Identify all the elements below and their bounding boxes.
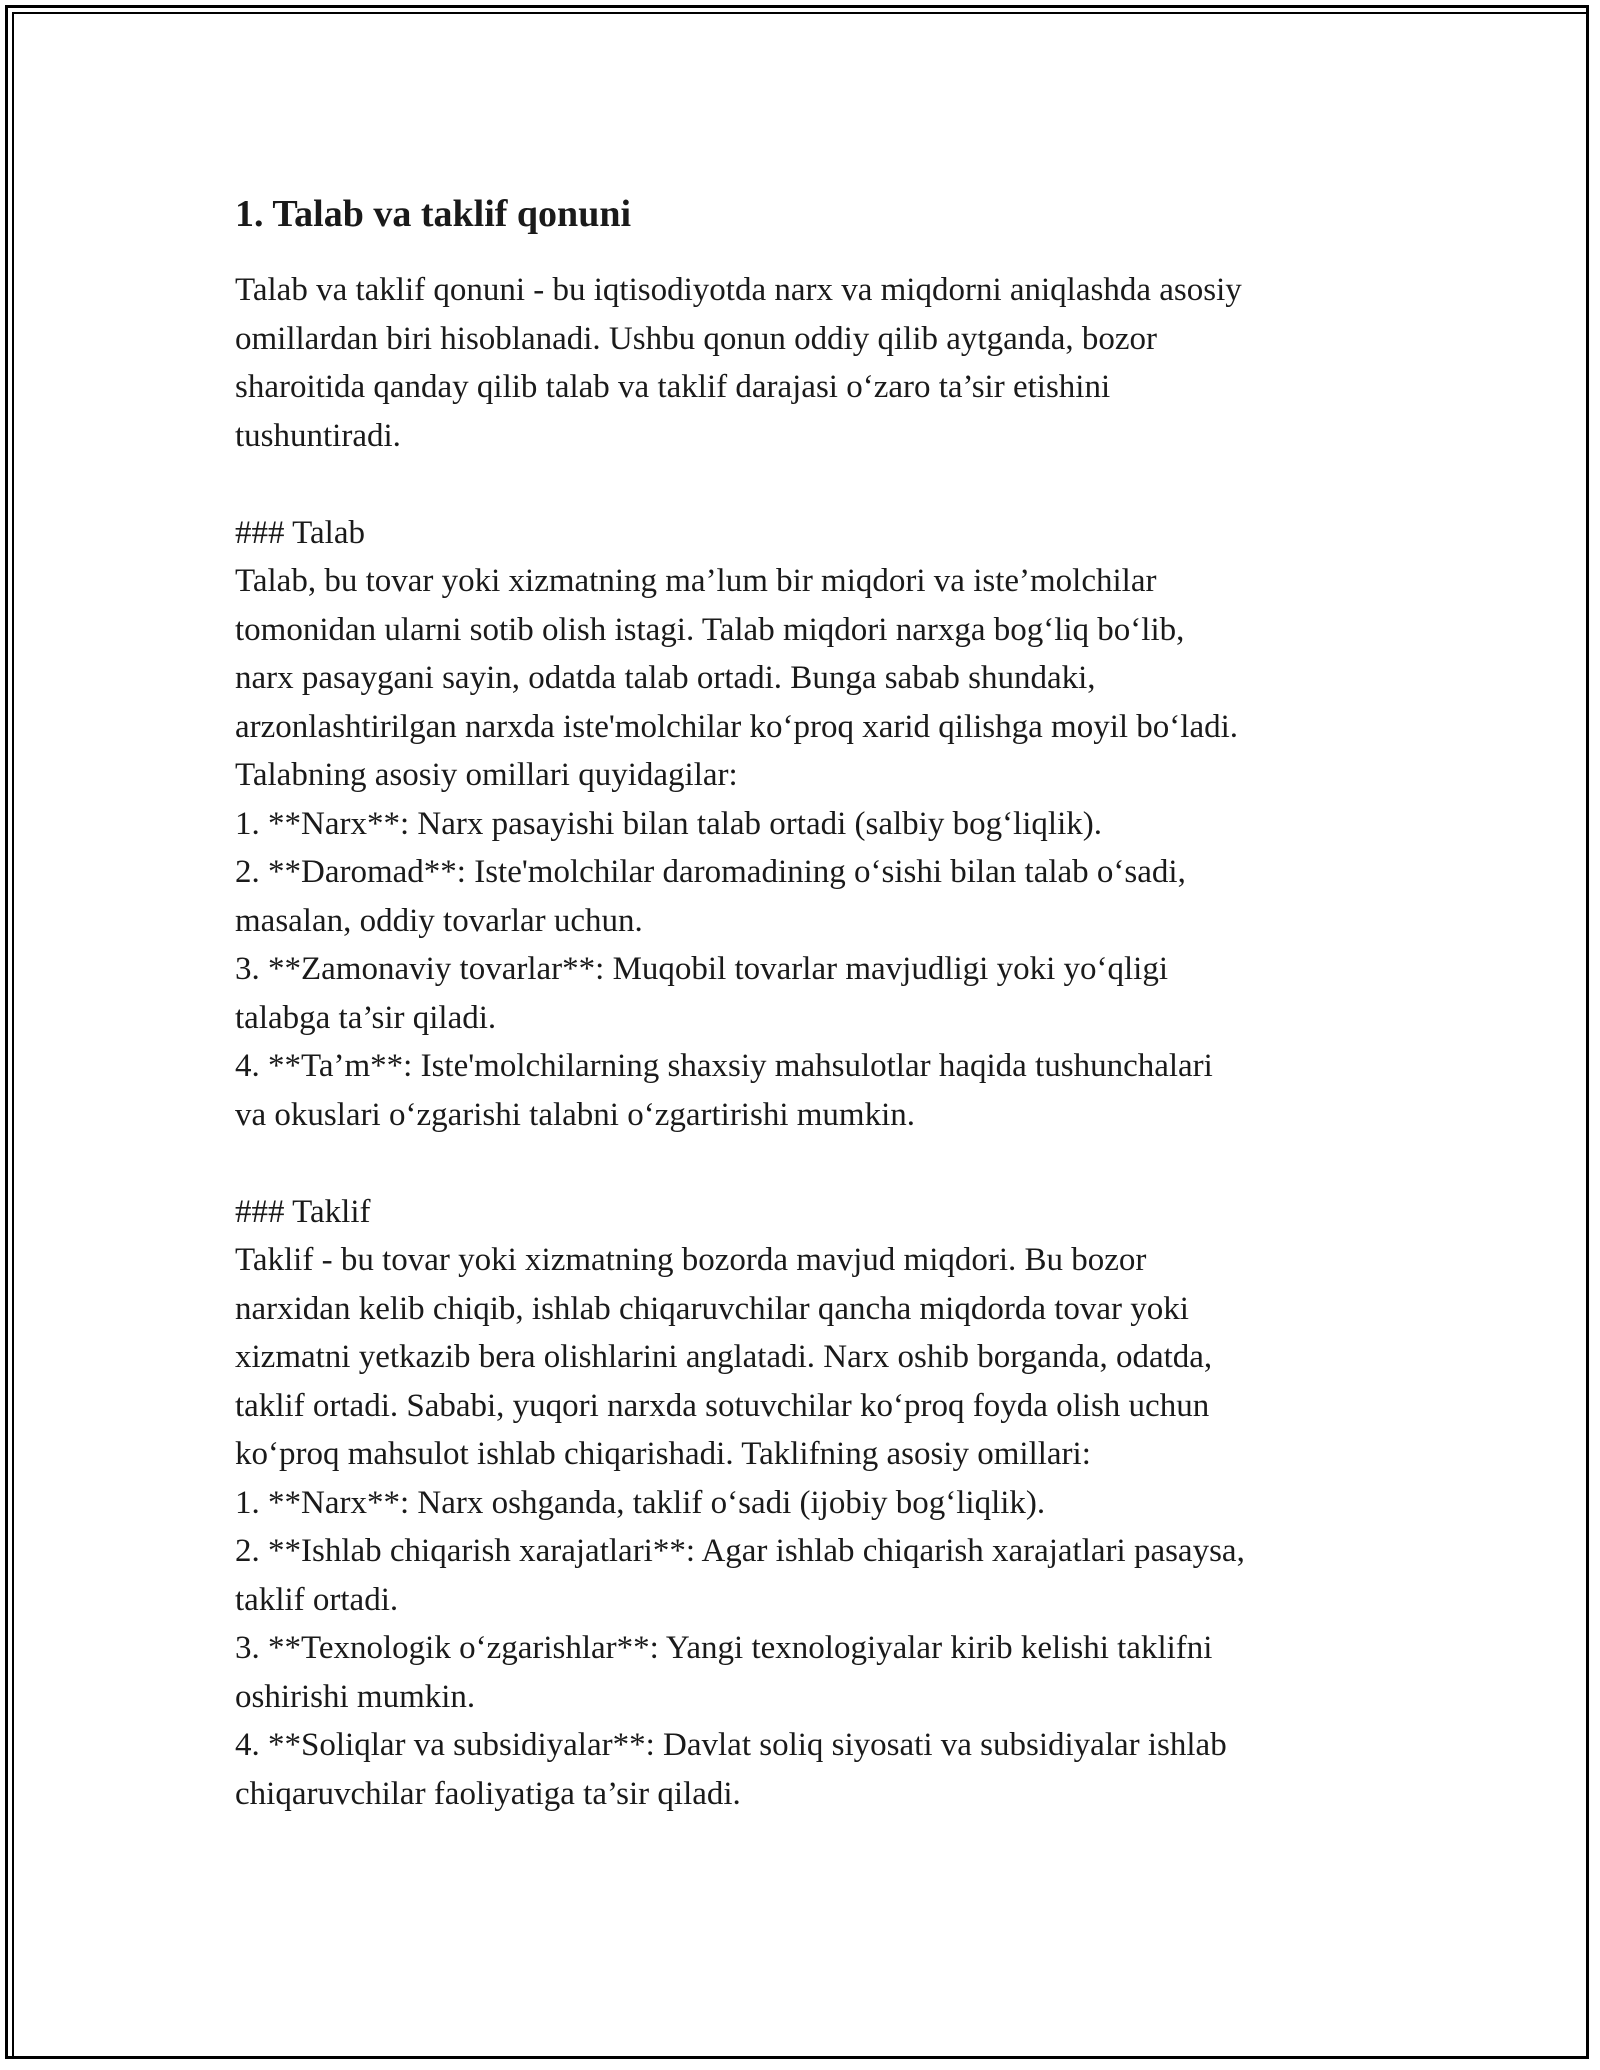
text-line: taklif ortadi. [235, 1581, 399, 1618]
section-heading-taklif: ### Taklif [235, 1193, 371, 1230]
text-line: oshirishi mumkin. [235, 1678, 476, 1715]
list-item: 2. **Daromad**: Iste'molchilar daromadining o‘sishi bilan talab o‘sadi, [235, 854, 1186, 890]
document-title: 1. Talab va taklif qonuni [235, 193, 632, 235]
text-line: tushuntiradi. [235, 417, 401, 454]
list-item: 4. **Soliqlar va subsidiyalar**: Davlat soliq siyosati va subsidiyalar ishlab [235, 1727, 1227, 1763]
text-line: Taklif - bu tovar yoki xizmatning bozorda mavjud miqdori. Bu bozor [235, 1242, 1147, 1278]
intro-section [235, 266, 1365, 460]
text-line: taklif ortadi. Sababi, yuqori narxda sotuvchilar ko‘proq foyda olish uchun [235, 1387, 1210, 1424]
text-line: Talab, bu tovar yoki xizmatning ma’lum bir miqdori va iste’molchilar [235, 563, 1157, 599]
text-line: sharoitida qanday qilib talab va taklif darajasi o‘zaro ta’sir etishini [235, 369, 1111, 405]
list-item: 1. **Narx**: Narx oshganda, taklif o‘sadi (ijobiy bog‘liqlik). [235, 1484, 1046, 1521]
text-line: va okuslari o‘zgarishi talabni o‘zgartirishi mumkin. [235, 1096, 915, 1133]
list-item: 3. **Texnologik o‘zgarishlar**: Yangi texnologiyalar kirib kelishi taklifni [235, 1630, 1213, 1666]
text-line: narx pasaygani sayin, odatda talab ortadi. Bunga sabab shundaki, [235, 660, 1096, 696]
list-item: 4. **Ta’m**: Iste'molchilarning shaxsiy mahsulotlar haqida tushunchalari [235, 1048, 1213, 1084]
blank-line [235, 1139, 1365, 1188]
text-line: ko‘proq mahsulot ishlab chiqarishadi. Taklifning asosiy omillari: [235, 1436, 1091, 1472]
document-body [235, 188, 1365, 1818]
text-line: talabga ta’sir qiladi. [235, 999, 497, 1036]
text-line: tomonidan ularni sotib olish istagi. Talab miqdori narxga bog‘liq bo‘lib, [235, 611, 1185, 648]
text-line: masalan, oddiy tovarlar uchun. [235, 902, 643, 939]
section-heading-talab: ### Talab [235, 514, 365, 551]
text-line: narxidan kelib chiqib, ishlab chiqaruvchilar qancha miqdorda tovar yoki [235, 1290, 1189, 1327]
list-item: 1. **Narx**: Narx pasayishi bilan talab ortadi (salbiy bog‘liqlik). [235, 805, 1102, 842]
list-item: 3. **Zamonaviy tovarlar**: Muqobil tovarlar mavjudligi yoki yo‘qligi [235, 951, 1169, 987]
talab-section [235, 509, 1365, 1140]
blank-line [235, 460, 1365, 509]
list-item: 2. **Ishlab chiqarish xarajatlari**: Agar ishlab chiqarish xarajatlari pasaysa, [235, 1533, 1245, 1569]
text-line: Talab va taklif qonuni - bu iqtisodiyotda narx va miqdorni aniqlashda asosiy [235, 272, 1242, 308]
text-line: chiqaruvchilar faoliyatiga ta’sir qiladi. [235, 1775, 741, 1812]
text-line: xizmatni yetkazib bera olishlarini anglatadi. Narx oshib borganda, odatda, [235, 1339, 1213, 1375]
text-line: arzonlashtirilgan narxda iste'molchilar ko‘proq xarid qilishga moyil bo‘ladi. [235, 708, 1239, 745]
text-line: omillardan biri hisoblanadi. Ushbu qonun oddiy qilib aytganda, bozor [235, 320, 1158, 357]
text-line: Talabning asosiy omillari quyidagilar: [235, 757, 738, 793]
taklif-section [235, 1188, 1365, 1819]
